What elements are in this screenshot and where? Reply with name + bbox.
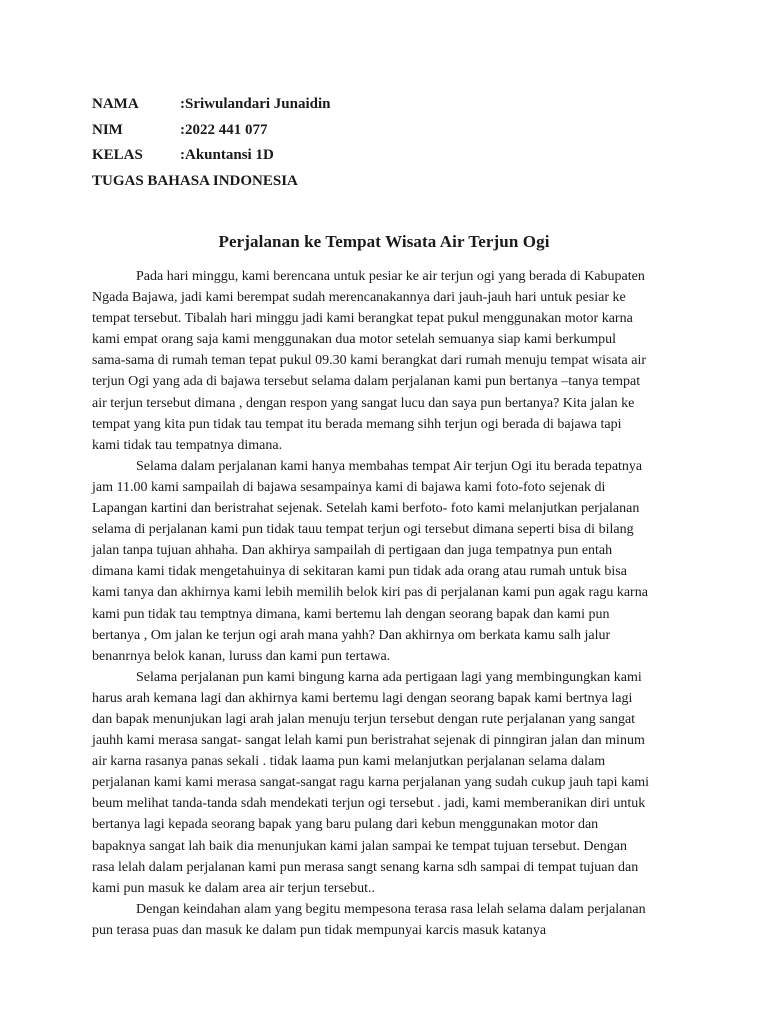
name-row bbox=[92, 94, 330, 120]
essay-title: Perjalanan ke Tempat Wisata Air Terjun Ogi bbox=[218, 232, 550, 251]
name-label: NAMA bbox=[92, 96, 139, 112]
paragraph-3: Selama perjalanan pun kami bingung karna ada pertigaan lagi yang membingungkan kami harus arah kemana lagi dan akhirnya kami bertemu lagi dengan seorang bapak kami bertnya lagi dan bapak menunjukan lagi arah jalan menuju terjun tersebut dengan rute perjalanan yang sangat jauhh kami merasa sangat- sangat lelah kami pun beristrahat sejenak di pinngiran jalan dan minum air karna rasanya panas sekali . tidak laama pun kami melanjutkan perjalanan selama dalam perjalanan kami kami merasa sangat-sangat ragu karna perjalanan yang sudah cukup jauh tapi kami beum melihat tanda-tanda sdah mendekati terjun ogi tersebut . jadi, kami memberanikan diri untuk bertanya lagi kepada seorang bapak yang baru pulang dari kebun menggunakan motor dan bapaknya sangat lah baik dia menunjukan kami jalan sampai ke tempat tujuan tersebut. Dengan rasa lelah dalam perjalanan kami pun merasa sangt senang karna sdh sampai di tempat tujuan dan kami pun masuk ke dalam area air terjun tersebut.. bbox=[92, 669, 650, 896]
student-info-header bbox=[92, 94, 330, 196]
essay-body bbox=[92, 266, 652, 941]
paragraph-4: Dengan keindahan alam yang begitu mempesona terasa rasa lelah selama dalam perjalanan pun terasa puas dan masuk ke dalam pun tidak mempunyai karcis masuk katanya bbox=[92, 901, 646, 938]
class-value: :Akuntansi 1D bbox=[180, 147, 274, 163]
name-value: :Sriwulandari Junaidin bbox=[180, 96, 331, 112]
nim-value: :2022 441 077 bbox=[180, 121, 268, 138]
task-title: TUGAS BAHASA INDONESIA bbox=[92, 172, 298, 189]
class-label: KELAS bbox=[92, 147, 143, 163]
nim-label: NIM bbox=[92, 121, 123, 138]
class-row bbox=[92, 145, 330, 171]
paragraph-1: Pada hari minggu, kami berencana untuk pesiar ke air terjun ogi yang berada di Kabupaten Ngada Bajawa, jadi kami berempat sudah merencanakannya dari jauh-jauh hari untuk pesiar ke tempat tersebut. Tibalah hari minggu jadi kami berangkat tepat pukul menggunakan motor karna kami empat orang saja kami menggunakan dua motor setelah semuanya siap kami berkumpul sama-sama di rumah teman tepat pukul 09.30 kami berangkat dari rumah menuju tempat wisata air terjun Ogi yang ada di bajawa tersebut selama dalam perjalanan kami pun bertanya –tanya tempat air terjun tersebut dimana , dengan respon yang sangat lucu dan saya pun bertanya? Kita jalan ke tempat yang kita pun tidak tau tempat itu berada memang sihh terjun ogi berada di bajawa tapi kami tidak tau tempatnya dimana. bbox=[92, 269, 646, 453]
paragraph-2: Selama dalam perjalanan kami hanya membahas tempat Air terjun Ogi itu berada tepatnya jam 11.00 kami sampailah di bajawa sesampainya kami di bajawa kami foto-foto sejenak di Lapangan kartini dan beristrahat sejenak. Setelah kami berfoto- foto kami melanjutkan perjalanan selama di perjalanan kami pun tidak tauu tempat terjun ogi tersebut dimana seperti bisa di bilang jalan tanpa tujuan ahhaha. Dan akhirya sampailah di pertigaan dan juga tempatnya pun entah dimana kami tidak mengetahuinya di sekitaran kami pun tidak ada orang atau rumah untuk bisa kami tanya dan akhirnya kami lebih memilih belok kiri pas di perjalanan kami pun agak ragu karna kami pun tidak tau temptnya dimana, kami bertemu lah dengan seorang bapak dan kami pun bertanya , Om jalan ke terjun ogi arah mana yahh? Dan akhirnya om berkata kamu salh jalur benanrnya belok kanan, luruss dan kami pun tertawa. bbox=[92, 458, 648, 664]
nim-row bbox=[92, 120, 330, 146]
